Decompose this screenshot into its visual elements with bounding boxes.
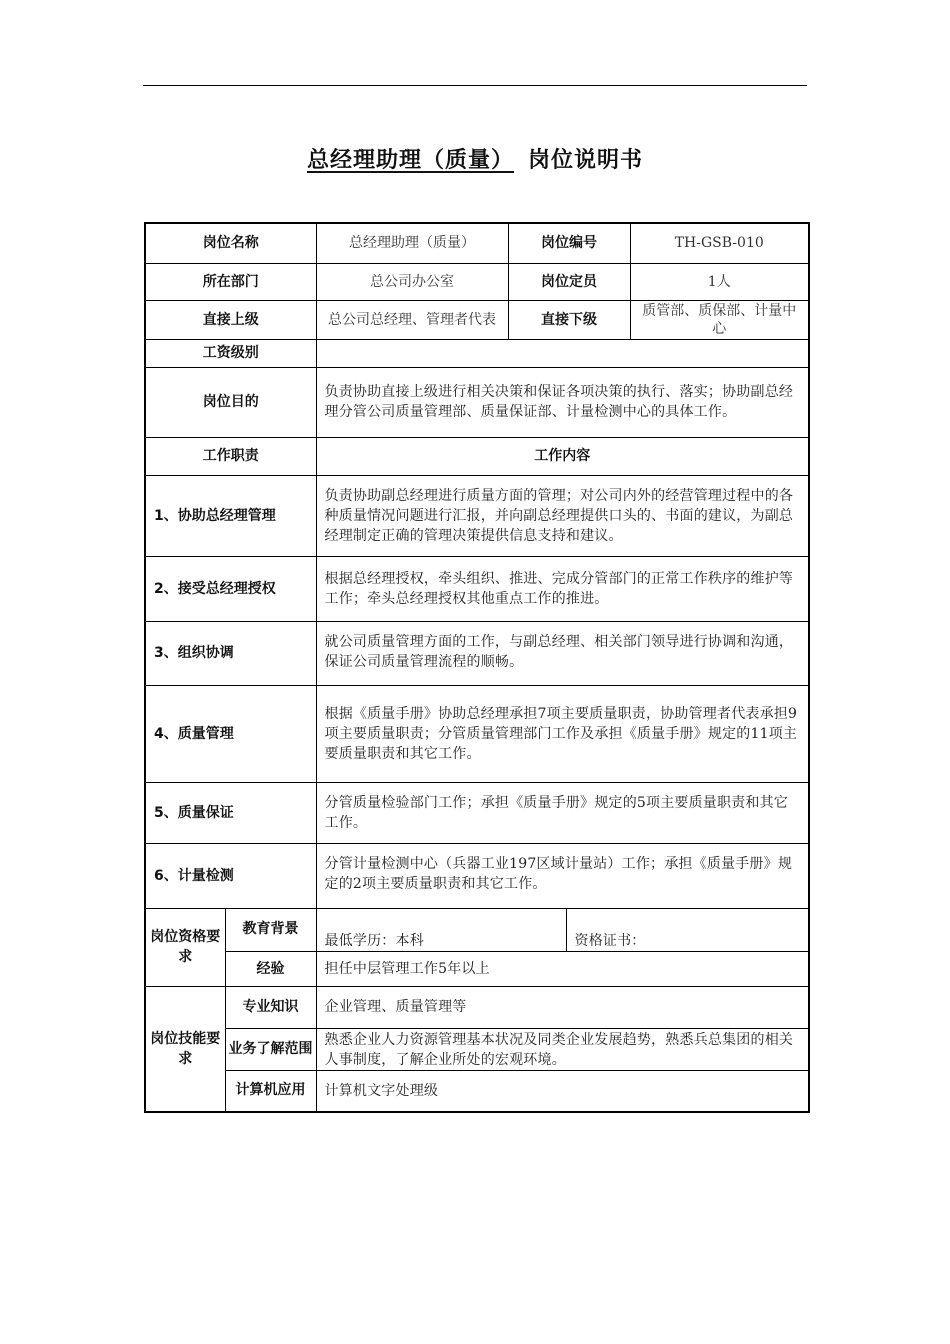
row-position-name — [145, 223, 809, 263]
position-code-label: 岗位编号 — [508, 223, 630, 263]
row-duties-header — [145, 437, 809, 475]
position-name-value: 总经理助理（质量） — [316, 223, 508, 263]
duty-title: 3、组织协调 — [145, 621, 316, 685]
department-label: 所在部门 — [145, 263, 316, 300]
superior-label: 直接上级 — [145, 300, 316, 339]
duty-content: 根据总经理授权，牵头组织、推进、完成分管部门的正常工作秩序的维护等工作；牵头总经理授权其他重点工作的推进。 — [316, 556, 809, 621]
education-value: 最低学历：本科 — [316, 908, 566, 951]
row-superior — [145, 300, 809, 339]
title-suffix: 岗位说明书 — [528, 148, 644, 173]
business-value: 熟悉企业人力资源管理基本状况及同类企业发展趋势，熟悉兵总集团的相关人事制度，了解企业所处的宏观环境。 — [316, 1028, 809, 1070]
duty-title: 2、接受总经理授权 — [145, 556, 316, 621]
duty-content: 分管计量检测中心（兵器工业197区域计量站）工作；承担《质量手册》规定的2项主要质量职责和其它工作。 — [316, 843, 809, 908]
row-experience — [145, 951, 809, 986]
duty-title: 4、质量管理 — [145, 685, 316, 782]
duty-row — [145, 556, 809, 621]
purpose-text: 负责协助直接上级进行相关决策和保证各项决策的执行、落实；协助副总经理分管公司质量管理部、质量保证部、计量检测中心的具体工作。 — [316, 367, 809, 437]
duty-title: 1、协助总经理管理 — [145, 475, 316, 556]
duty-title: 5、质量保证 — [145, 782, 316, 843]
knowledge-label: 专业知识 — [225, 986, 316, 1028]
experience-value: 担任中层管理工作5年以上 — [316, 951, 809, 986]
row-salary-grade — [145, 339, 809, 367]
duty-row — [145, 475, 809, 556]
duty-row — [145, 621, 809, 685]
purpose-label: 岗位目的 — [145, 367, 316, 437]
experience-label: 经验 — [225, 951, 316, 986]
duty-content: 根据《质量手册》协助总经理承担7项主要质量职责，协助管理者代表承担9项主要质量职责；分管质量管理部门工作及承担《质量手册》规定的11项主要质量职责和其它工作。 — [316, 685, 809, 782]
position-name-label: 岗位名称 — [145, 223, 316, 263]
duty-content: 就公司质量管理方面的工作，与副总经理、相关部门领导进行协调和沟通，保证公司质量管理流程的顺畅。 — [316, 621, 809, 685]
position-code-value: TH-GSB-010 — [630, 223, 809, 263]
document-title — [0, 143, 950, 174]
row-department — [145, 263, 809, 300]
certificate-value: 资格证书： — [566, 908, 809, 951]
duty-title: 6、计量检测 — [145, 843, 316, 908]
duties-header-left: 工作职责 — [145, 437, 316, 475]
row-knowledge — [145, 986, 809, 1028]
duty-row — [145, 685, 809, 782]
subordinate-value: 质管部、质保部、计量中心 — [630, 300, 809, 339]
subordinate-label: 直接下级 — [508, 300, 630, 339]
business-label: 业务了解范围 — [225, 1028, 316, 1070]
computer-value: 计算机文字处理级 — [316, 1070, 809, 1112]
duty-row — [145, 843, 809, 908]
duty-content: 分管质量检验部门工作；承担《质量手册》规定的5项主要质量职责和其它工作。 — [316, 782, 809, 843]
title-position: 总经理助理（质量） — [306, 148, 514, 173]
duty-content: 负责协助副总经理进行质量方面的管理；对公司内外的经营管理过程中的各种质量情况问题进行汇报，并向副总经理提供口头的、书面的建议，为副总经理制定正确的管理决策提供信息支持和建议。 — [316, 475, 809, 556]
superior-value: 总公司总经理、管理者代表 — [316, 300, 508, 339]
duty-row — [145, 782, 809, 843]
qualification-label: 岗位资格要求 — [145, 908, 225, 986]
row-education — [145, 908, 809, 951]
department-value: 总公司办公室 — [316, 263, 508, 300]
computer-label: 计算机应用 — [225, 1070, 316, 1112]
salary-grade-label: 工资级别 — [145, 339, 316, 367]
row-computer — [145, 1070, 809, 1112]
knowledge-value: 企业管理、质量管理等 — [316, 986, 809, 1028]
duties-header-right: 工作内容 — [316, 437, 809, 475]
row-purpose — [145, 367, 809, 437]
headcount-value: 1人 — [630, 263, 809, 300]
skills-label: 岗位技能要求 — [145, 986, 225, 1112]
salary-grade-value — [316, 339, 809, 367]
job-description-table — [144, 222, 810, 1113]
header-rule — [143, 85, 807, 86]
education-label: 教育背景 — [225, 908, 316, 951]
row-business — [145, 1028, 809, 1070]
headcount-label: 岗位定员 — [508, 263, 630, 300]
